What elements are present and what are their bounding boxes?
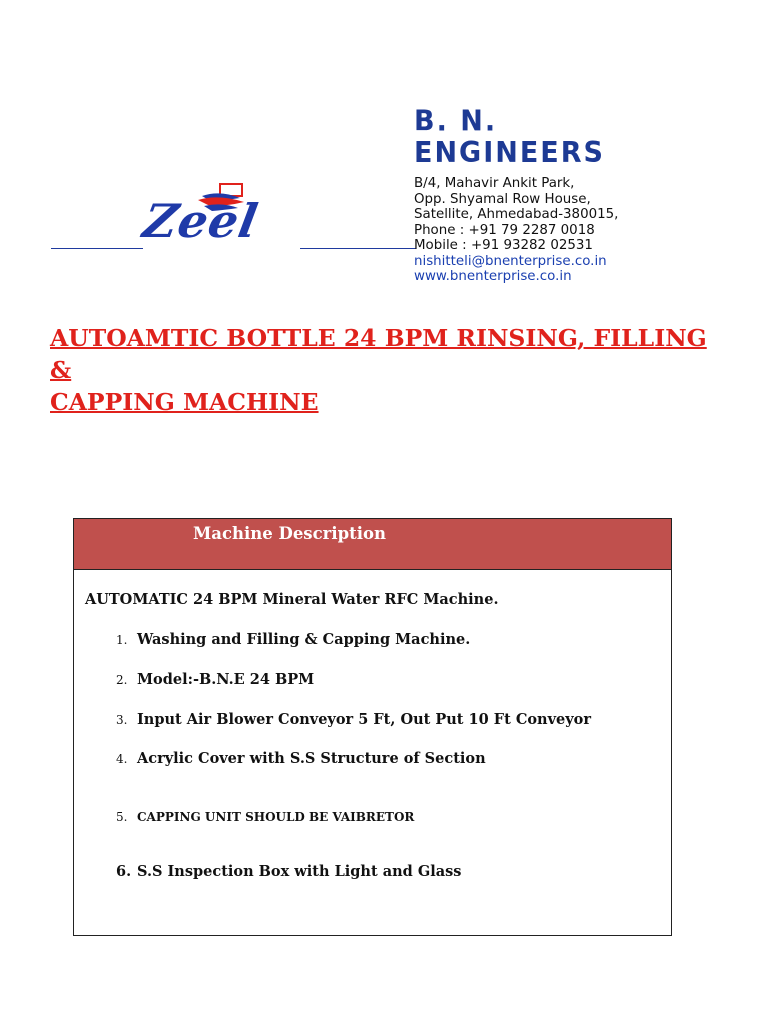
- list-item-number: 4.: [116, 752, 128, 766]
- email-link[interactable]: nishitteli@bnenterprise.co.in: [414, 253, 607, 269]
- list-item: [116, 806, 414, 825]
- list-item: [116, 861, 461, 880]
- list-item-text: S.S Inspection Box with Light and Glass: [137, 863, 462, 880]
- list-item: [116, 709, 591, 728]
- list-item-number: 3.: [116, 713, 128, 727]
- title-line-2: CAPPING MACHINE: [50, 388, 319, 416]
- list-item-number: 5.: [116, 810, 128, 824]
- list-item: [116, 748, 486, 767]
- address-line: Satellite, Ahmedabad-380015,: [414, 207, 619, 222]
- list-item-text: Model:-B.N.E 24 BPM: [137, 671, 315, 688]
- website-link[interactable]: www.bnenterprise.co.in: [414, 269, 572, 284]
- machine-description-table: [73, 518, 672, 936]
- table-header: [74, 519, 671, 570]
- list-item-number: 6.: [116, 863, 132, 880]
- logo-underline-left: [51, 248, 143, 249]
- address-line: Opp. Shyamal Row House,: [414, 191, 591, 207]
- company-block: [414, 105, 684, 285]
- list-item-number: 1.: [116, 633, 128, 647]
- machine-intro: AUTOMATIC 24 BPM Mineral Water RFC Machine.: [85, 591, 499, 608]
- list-item-text: Acrylic Cover with S.S Structure of Section: [137, 750, 486, 767]
- title-line-1: AUTOAMTIC BOTTLE 24 BPM RINSING, FILLING &: [50, 324, 707, 384]
- list-item-text: CAPPING UNIT SHOULD BE VAIBRETOR: [137, 810, 415, 824]
- list-item: [116, 669, 314, 688]
- address-line: B/4, Mahavir Ankit Park,: [414, 176, 575, 191]
- list-item-number: 2.: [116, 673, 128, 687]
- phone-line: Phone : +91 79 2287 0018: [414, 222, 595, 238]
- zeel-logo: [140, 176, 302, 252]
- logo-underline-right: [300, 248, 416, 249]
- mobile-line: Mobile : +91 93282 02531: [414, 238, 593, 253]
- list-item-text: Washing and Filling & Capping Machine.: [137, 631, 471, 648]
- company-name: B. N. ENGINEERS: [414, 105, 605, 170]
- list-item: [116, 629, 470, 648]
- table-header-label: Machine Description: [193, 524, 387, 543]
- list-item-text: Input Air Blower Conveyor 5 Ft, Out Put 10 Ft Conveyor: [137, 711, 591, 728]
- page-title: [50, 322, 730, 418]
- brand-wordmark: Zeel: [139, 194, 263, 248]
